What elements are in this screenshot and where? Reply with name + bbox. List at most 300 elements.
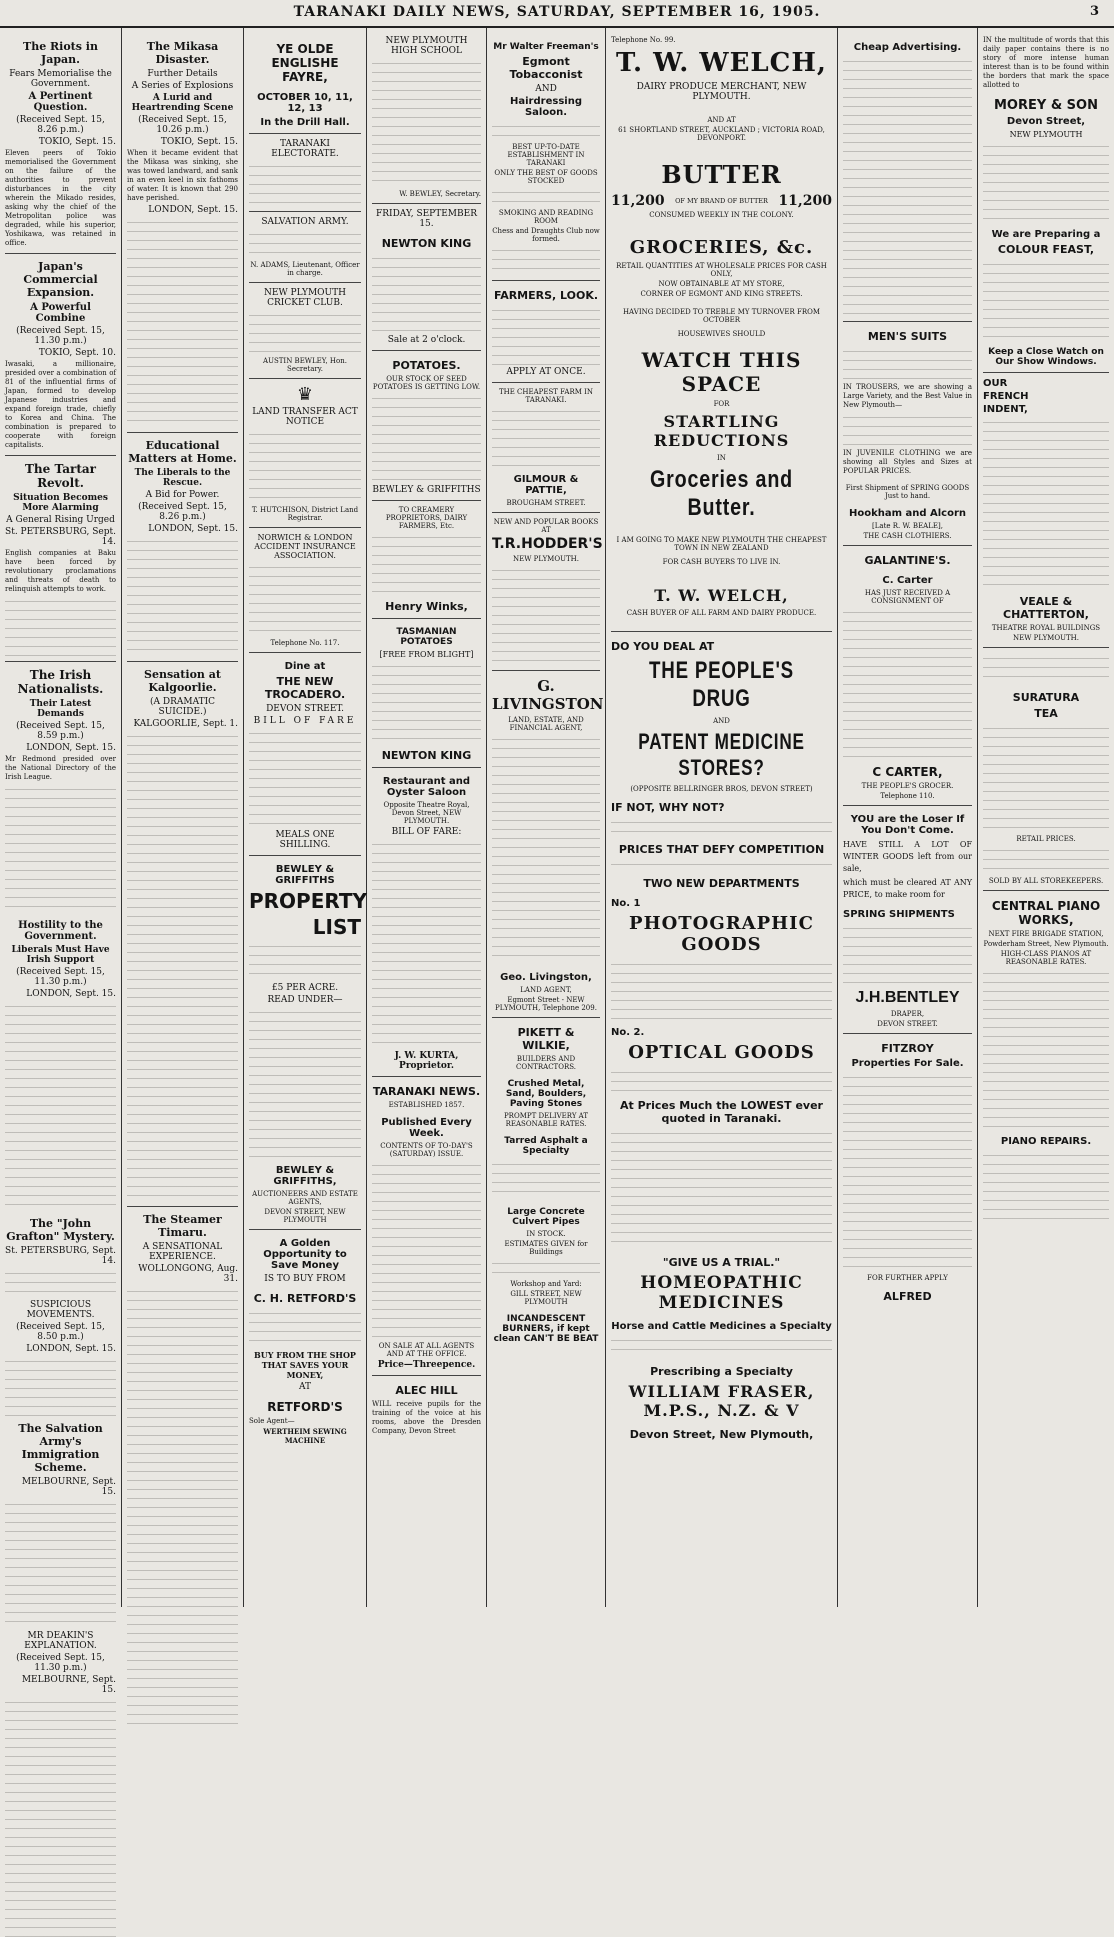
subhead: Fears Memorialise the Government. xyxy=(9,69,112,89)
ad-text-block xyxy=(611,817,832,835)
headline-john-grafton: The "John Grafton" Mystery. xyxy=(6,1217,115,1243)
headline-salvation-army: The Salvation Army's Immigration Scheme. xyxy=(18,1422,103,1474)
ad-at: AT xyxy=(298,1382,311,1392)
divider xyxy=(249,855,361,856)
ad-just-received: HAS JUST RECEIVED A CONSIGNMENT OF xyxy=(864,589,951,605)
ad-incandescent: INCANDESCENT BURNERS, if kept clean CAN'T BE BEAT xyxy=(493,1314,599,1344)
ad-consumed: CONSUMED WEEKLY IN THE COLONY. xyxy=(649,211,794,219)
ad-butter-line xyxy=(611,193,832,209)
notice-heading: NEW PLYMOUTH CRICKET CLUB. xyxy=(264,288,346,308)
subhead: SUSPICIOUS MOVEMENTS. xyxy=(26,1300,95,1320)
ad-alec-hill: ALEC HILL xyxy=(395,1384,458,1397)
notice-text-block xyxy=(249,161,361,206)
ad-indent: INDENT, xyxy=(983,404,1028,415)
notice-date: FRIDAY, SEPTEMBER 15. xyxy=(376,209,477,229)
dateline: (Received Sept. 15, 8.59 p.m.) xyxy=(16,721,105,741)
ad-keep: Keep a Close Watch on Our Show Windows. xyxy=(988,347,1104,367)
subhead: A Powerful Combine xyxy=(30,302,91,324)
ad-no2: No. 2. xyxy=(611,1027,645,1038)
ad-text-block xyxy=(492,121,600,141)
columns xyxy=(0,28,1114,1695)
ad-prescribing: Prescribing a Specialty xyxy=(650,1365,793,1378)
ad-np: NEW PLYMOUTH xyxy=(1009,130,1083,139)
ad-peoples-grocer: THE PEOPLE'S GROCER. xyxy=(861,782,954,790)
ad-repairs: PIANO REPAIRS. xyxy=(1000,1136,1092,1147)
ad-text-block xyxy=(492,187,600,207)
ad-list: LIST xyxy=(312,915,361,939)
ad-gilmour: GILMOUR & PATTIE, xyxy=(513,474,579,496)
ad-kurta: J. W. KURTA, Proprietor. xyxy=(394,1051,459,1071)
notice-heading: NORWICH & LONDON ACCIDENT INSURANCE ASSOCIATION. xyxy=(254,533,356,560)
ad-theatre: THEATRE ROYAL BUILDINGS xyxy=(991,624,1101,632)
ad-devon: Devon Street, xyxy=(1006,116,1086,127)
ad-cleared: which must be cleared AT ANY PRICE, to make room for xyxy=(843,878,972,899)
placeline: St. PETERSBURG, Sept. 14. xyxy=(5,1246,116,1266)
ad-piano: CENTRAL PIANO WORKS, xyxy=(991,899,1101,927)
ad-livingston-sub: LAND, ESTATE, AND FINANCIAL AGENT, xyxy=(508,716,584,732)
ad-text-block xyxy=(492,1258,600,1278)
subhead: Their Latest Demands xyxy=(29,699,92,719)
ad-french: FRENCH xyxy=(983,391,1029,402)
column-7 xyxy=(838,28,978,1607)
ad-text-block xyxy=(372,661,481,741)
ad-text-block xyxy=(983,653,1109,683)
ad-for-further: FOR FURTHER APPLY xyxy=(867,1274,948,1282)
ad-sale: Sale at 2 o'clock. xyxy=(387,335,466,345)
ad-horse: Horse and Cattle Medicines a Specialty xyxy=(611,1321,832,1332)
subhead: The Liberals to the Rescue. xyxy=(134,468,231,488)
ad-homeopathic: HOMEOPATHIC MEDICINES xyxy=(640,1273,803,1313)
ad-next: NEXT FIRE BRIGADE STATION, xyxy=(988,930,1104,938)
column-3 xyxy=(244,28,367,1607)
ad-hookham: Hookham and Alcorn xyxy=(848,508,967,519)
ad-text-block xyxy=(983,723,1109,833)
divider xyxy=(843,545,972,546)
ad-retford: C. H. RETFORD'S xyxy=(253,1292,357,1305)
article-body: Eleven peers of Tokio memorialised the Government on the failure of the authorities to prevent disturbances in the city wherein the Mikado resides, asking why the chief of the Metropolitan police was degraded, while his superior, Yoshikawa, was retained in office. xyxy=(5,149,116,247)
ad-lowest: At Prices Much the LOWEST ever quoted in Taranaki. xyxy=(620,1099,823,1125)
placeline: LONDON, Sept. 15. xyxy=(148,205,238,215)
ad-carter-2: C CARTER, xyxy=(872,765,943,779)
placeline: WOLLONGONG, Aug. 31. xyxy=(138,1264,238,1284)
divider xyxy=(249,282,361,283)
ad-text-block xyxy=(843,346,972,381)
ad-in: IN xyxy=(717,454,726,462)
ad-sold: SOLD BY ALL STOREKEEPERS. xyxy=(988,877,1104,885)
ad-text-block xyxy=(611,1335,832,1357)
divider xyxy=(492,280,600,281)
placeline: TOKIO, Sept. 15. xyxy=(160,137,238,147)
ad-and-at: AND AT xyxy=(707,116,736,124)
divider xyxy=(372,350,481,351)
column-8 xyxy=(978,28,1114,1607)
divider xyxy=(372,618,481,619)
ad-address: DEVON STREET, NEW PLYMOUTH xyxy=(264,1208,346,1224)
divider xyxy=(372,203,481,204)
ad-read: READ UNDER— xyxy=(267,995,343,1005)
divider xyxy=(127,661,238,662)
ad-blight: [FREE FROM BLIGHT] xyxy=(379,650,474,659)
divider xyxy=(249,652,361,653)
divider xyxy=(127,1206,238,1207)
ad-text-block xyxy=(983,1150,1109,1220)
ad-golden-sub: IS TO BUY FROM xyxy=(264,1274,346,1284)
ad-on-sale: ON SALE AT ALL AGENTS AND AT THE OFFICE. xyxy=(378,1342,475,1358)
ad-workshop: Workshop and Yard: xyxy=(510,1280,582,1288)
ad-no1: No. 1 xyxy=(611,898,641,909)
article-body: When it became evident that the Mikasa was sinking, she was towed landward, and sank in an even keel in six fathoms of water. It is known that 290 have perished. xyxy=(127,149,238,202)
subhead: (A DRAMATIC SUICIDE.) xyxy=(149,697,216,717)
article-text-block xyxy=(5,784,116,914)
ad-carter-tel: Telephone 110. xyxy=(880,792,935,800)
divider xyxy=(372,500,481,501)
ad-livingston-2: Geo. Livingston, xyxy=(500,972,592,983)
ad-juvenile: IN JUVENILE CLOTHING we are showing all Styles and Sizes at POPULAR PRICES. xyxy=(843,449,972,475)
ad-text-block xyxy=(492,406,600,466)
article-text-block xyxy=(5,1356,116,1416)
headline-steamer-timaru: The Steamer Timaru. xyxy=(143,1213,222,1239)
ad-our: OUR xyxy=(983,378,1008,389)
headline-mikasa: The Mikasa Disaster. xyxy=(146,40,219,66)
ad-text-block xyxy=(983,968,1109,1128)
ad-do-you: DO YOU DEAL AT xyxy=(611,640,715,653)
ad-text-block xyxy=(372,532,481,592)
subhead: A Series of Explosions xyxy=(131,81,234,91)
ad-bill-of-fare: BILL OF FARE: xyxy=(391,827,462,837)
ad-best: BEST UP-TO-DATE ESTABLISHMENT IN TARANAKI xyxy=(507,143,585,167)
ad-bewley-2: BEWLEY & GRIFFITHS, xyxy=(273,1165,337,1187)
ad-price: £5 PER ACRE. xyxy=(271,983,339,993)
ad-text-block xyxy=(492,245,600,275)
placeline: St. PETERSBURG, Sept. 14. xyxy=(5,527,116,547)
ad-and: AND xyxy=(535,84,557,94)
divider xyxy=(5,455,116,456)
article-text-block xyxy=(127,1286,238,1726)
ad-patent: PATENT MEDICINE STORES? xyxy=(638,729,805,780)
article-text-block xyxy=(5,1268,116,1298)
ad-bewley: BEWLEY & GRIFFITHS xyxy=(372,485,481,495)
ad-text-block xyxy=(492,1159,600,1199)
notice-heading: SALVATION ARMY. xyxy=(261,217,349,227)
ad-price: Price—Threepence. xyxy=(377,1360,476,1370)
ad-alec-body: WILL receive pupils for the training of the voice at his rooms, above the Dresden Company, Devon Street xyxy=(372,1400,481,1435)
ad-bill: BILL OF FARE xyxy=(253,716,357,726)
dateline: (Received Sept. 15, 10.26 p.m.) xyxy=(138,115,227,135)
ad-text-block xyxy=(843,412,972,447)
notice-text-block xyxy=(249,562,361,637)
ad-chess: Chess and Draughts Club now formed. xyxy=(492,227,600,243)
dateline: (Received Sept. 15, 8.26 p.m.) xyxy=(138,502,227,522)
ad-if-not: IF NOT, WHY NOT? xyxy=(611,801,725,814)
ad-trocadero: THE NEW TROCADERO. xyxy=(264,675,346,701)
ad-cheaper: BUY FROM THE SHOP THAT SAVES YOUR MONEY, xyxy=(254,1350,356,1380)
ad-text-block xyxy=(492,565,600,665)
headline-riots-japan: The Riots in Japan. xyxy=(23,40,98,66)
divider xyxy=(983,647,1109,648)
dateline: (Received Sept. 15, 8.26 p.m.) xyxy=(16,115,105,135)
ad-established: ESTABLISHED 1857. xyxy=(388,1101,465,1109)
column-2 xyxy=(122,28,244,1607)
ad-weekly: Published Every Week. xyxy=(381,1117,472,1139)
column-6 xyxy=(606,28,838,1607)
ad-text-block xyxy=(983,845,1109,875)
divider xyxy=(983,890,1109,891)
ad-winks: Henry Winks, xyxy=(385,600,468,613)
ad-delivery: PROMPT DELIVERY AT REASONABLE RATES. xyxy=(503,1112,589,1128)
placeline: TOKIO, Sept. 15. xyxy=(38,137,116,147)
ad-carter: C. Carter xyxy=(882,575,933,586)
article-text-block xyxy=(127,731,238,1201)
dateline: (Received Sept. 15, 8.50 p.m.) xyxy=(16,1322,105,1342)
ad-wertheim: WERTHEIM SEWING MACHINE xyxy=(263,1427,347,1445)
ad-shipments: SPRING SHIPMENTS xyxy=(843,909,955,920)
divider xyxy=(249,133,361,134)
ad-text-block xyxy=(611,859,832,869)
ad-butter: BUTTER xyxy=(661,160,782,189)
ad-text-block xyxy=(983,259,1109,339)
ad-watch: WATCH THIS SPACE xyxy=(641,348,802,396)
column-5 xyxy=(487,28,606,1607)
ad-two-new: TWO NEW DEPARTMENTS xyxy=(643,877,800,890)
ad-text-block xyxy=(249,941,361,981)
notice-signature: AUSTIN BEWLEY, Hon. Secretary. xyxy=(263,357,347,373)
ad-estimates: ESTIMATES GIVEN for Buildings xyxy=(504,1240,588,1256)
placeline: LONDON, Sept. 15. xyxy=(26,1344,116,1354)
ad-for: FOR xyxy=(713,400,730,408)
royal-crest-icon: ♛ xyxy=(296,384,314,405)
ad-fraser: WILLIAM FRASER, M.P.S., N.Z. & V xyxy=(628,1382,815,1420)
subhead: MR DEAKIN'S EXPLANATION. xyxy=(24,1631,97,1651)
headline-tartar-revolt: The Tartar Revolt. xyxy=(25,462,96,490)
ad-welch: T. W. WELCH, xyxy=(616,48,827,78)
notice-heading: TARANAKI ELECTORATE. xyxy=(271,139,339,159)
ad-stock: IN STOCK. xyxy=(526,1230,566,1238)
ad-groceries: GROCERIES, &c. xyxy=(629,237,814,258)
ad-auctioneers: AUCTIONEERS AND ESTATE AGENTS, xyxy=(252,1190,358,1206)
ad-morey: MOREY & SON xyxy=(994,98,1098,113)
ad-photo: PHOTOGRAPHIC GOODS xyxy=(629,913,814,955)
divider xyxy=(249,378,361,379)
placeline: TOKIO, Sept. 10. xyxy=(38,348,116,358)
headline-irish-nationalists: The Irish Nationalists. xyxy=(17,668,104,696)
ad-property: PROPERTY xyxy=(249,889,368,913)
page-number: 3 xyxy=(1089,4,1100,19)
ad-decided: HAVING DECIDED TO TREBLE MY TURNOVER FROM OCTOBER xyxy=(622,308,821,324)
ad-text-block xyxy=(611,959,832,1019)
ad-tasmanian: TASMANIAN POTATOES xyxy=(396,627,457,647)
ad-opposite: (OPPOSITE BELLRINGER BROS, DEVON STREET) xyxy=(630,785,813,793)
ad-hookham-sub: [Late R. W. BEALE], xyxy=(872,522,943,530)
placeline: KALGOORLIE, Sept. 1. xyxy=(133,719,238,729)
ad-text-block xyxy=(843,923,972,983)
ad-welch-sub: DAIRY PRODUCE MERCHANT, NEW PLYMOUTH. xyxy=(636,82,807,102)
notice-text-block xyxy=(372,58,481,188)
ad-telephone: Telephone No. 99. xyxy=(611,36,676,44)
ad-text-block xyxy=(249,1007,361,1157)
headline-hostility: Hostility to the Government. xyxy=(18,920,103,942)
ad-cheap: Cheap Advertising. xyxy=(853,42,962,53)
headline-japan-commercial: Japan's Commercial Expansion. xyxy=(23,260,98,299)
ad-fitzroy: FITZROY xyxy=(881,1042,934,1055)
ad-creamery: TO CREAMERY PROPRIETORS, DAIRY FARMERS, Etc. xyxy=(385,506,468,530)
menu-text-block xyxy=(372,839,481,1049)
ad-text-block xyxy=(492,305,600,365)
divider xyxy=(372,767,481,768)
divider xyxy=(983,372,1109,373)
ad-fair-title: YE OLDE ENGLISHE FAYRE, xyxy=(271,42,339,84)
ad-give-us: "GIVE US A TRIAL." xyxy=(662,1256,781,1269)
divider xyxy=(5,661,116,662)
ad-builders: BUILDERS AND CONTRACTORS. xyxy=(515,1055,577,1071)
ad-meals: MEALS ONE SHILLING. xyxy=(275,830,335,850)
ad-multitude: IN the multitude of words that this daily paper contains there is no story of more intense human interest than is to be found within the borders that mark the space allotted to xyxy=(983,36,1109,89)
ad-auckland: 61 SHORTLAND STREET, AUCKLAND ; VICTORIA ROAD, DEVONPORT. xyxy=(618,126,825,142)
ad-veale: VEALE & CHATTERTON, xyxy=(1003,595,1089,621)
article-text-block xyxy=(5,1001,116,1211)
ad-asphalt: Tarred Asphalt a Specialty xyxy=(504,1136,588,1156)
ad-suratura: SURATURA xyxy=(1012,691,1080,704)
ad-devon: Devon Street, New Plymouth, xyxy=(629,1428,814,1441)
ad-text-block xyxy=(611,1067,832,1091)
ad-tea: TEA xyxy=(1034,707,1058,720)
ad-text-block xyxy=(843,1072,972,1272)
ad-land-agent: LAND AGENT, xyxy=(520,986,572,994)
ad-prices: PRICES THAT DEFY COMPETITION xyxy=(618,843,825,856)
ad-mens: MEN'S SUITS xyxy=(867,330,948,343)
subhead: A Bid for Power. xyxy=(145,490,220,500)
ad-newton-king: NEWTON KING xyxy=(381,237,472,250)
ad-farmers: FARMERS, LOOK. xyxy=(493,289,599,302)
ad-properties: Properties For Sale. xyxy=(851,1058,964,1069)
menu-text-block xyxy=(249,728,361,828)
placeline: MELBOURNE, Sept. 15. xyxy=(21,1675,116,1695)
ad-trousers: IN TROUSERS, we are showing a Large Variety, and the Best Value in New Plymouth— xyxy=(843,383,972,409)
ad-and-patent: AND xyxy=(713,717,730,725)
ad-text-block xyxy=(372,393,481,483)
ad-lbs-mid: OF MY BRAND OF BUTTER xyxy=(675,197,768,205)
dateline: (Received Sept. 15, 11.30 p.m.) xyxy=(16,326,105,346)
divider xyxy=(249,1229,361,1230)
ad-lbs-right: 11,200 xyxy=(778,193,832,209)
ad-concrete: Large Concrete Culvert Pipes xyxy=(507,1207,585,1227)
ad-welch-2: T. W. WELCH, xyxy=(654,586,789,605)
article-body: Mr Redmond presided over the National Directory of the Irish League. xyxy=(5,755,116,781)
ad-text-block xyxy=(983,417,1109,587)
ad-bewley: BEWLEY & GRIFFITHS xyxy=(275,864,335,886)
ad-galantine: GALANTINE'S. xyxy=(864,554,951,567)
placeline: LONDON, Sept. 15. xyxy=(148,524,238,534)
ad-newton-king-2: NEWTON KING xyxy=(381,749,472,762)
dateline: (Received Sept. 15, 11.30 p.m.) xyxy=(16,967,105,987)
divider xyxy=(843,805,972,806)
subhead: A General Rising Urged xyxy=(6,515,115,525)
ad-apply: APPLY AT ONCE. xyxy=(506,367,586,377)
notice-heading: LAND TRANSFER ACT NOTICE xyxy=(252,407,358,427)
ad-gill: GILL STREET, NEW PLYMOUTH xyxy=(510,1290,582,1306)
ad-text-block xyxy=(611,1128,832,1248)
ad-corner: CORNER OF EGMONT AND KING STREETS. xyxy=(640,290,803,298)
ad-smoking: SMOKING AND READING ROOM xyxy=(498,209,594,225)
headline-kalgoorlie: Sensation at Kalgoorlie. xyxy=(144,668,221,694)
ad-crushed: Crushed Metal, Sand, Boulders, Paving Stones xyxy=(505,1079,587,1109)
ad-cash-buyers: FOR CASH BUYERS TO LIVE IN. xyxy=(662,558,781,566)
divider xyxy=(492,512,600,513)
ad-retail-prices: RETAIL PRICES. xyxy=(1016,835,1076,843)
ad-dine: Dine at xyxy=(284,661,326,672)
ad-groceries-butter: Groceries and Butter. xyxy=(649,466,794,521)
divider xyxy=(492,1017,600,1018)
notice-signature: T. HUTCHISON, District Land Registrar. xyxy=(251,506,359,522)
ad-restaurant-address: Opposite Theatre Royal, Devon Street, NEW PLYMOUTH. xyxy=(383,801,470,825)
ad-bentley-address: DEVON STREET. xyxy=(877,1020,938,1028)
notice-text-block xyxy=(249,310,361,355)
masthead-title: TARANAKI DAILY NEWS, SATURDAY, SEPTEMBER 16, 1905. xyxy=(293,4,821,20)
headline-educational: Educational Matters at Home. xyxy=(128,439,237,465)
ad-cheapest: THE CHEAPEST FARM IN TARANAKI. xyxy=(498,388,594,404)
notice-heading: NEW PLYMOUTH HIGH SCHOOL xyxy=(385,36,468,56)
article-text-block xyxy=(5,1499,116,1629)
article-text-block xyxy=(5,596,116,656)
ad-hodder: T.R.HODDER'S xyxy=(492,536,603,552)
divider xyxy=(249,527,361,528)
ad-fair-dates: OCTOBER 10, 11, 12, 13 xyxy=(257,92,353,114)
ad-optical: OPTICAL GOODS xyxy=(628,1042,815,1063)
ad-going: I AM GOING TO MAKE NEW PLYMOUTH THE CHEAPEST TOWN IN NEW ZEALAND xyxy=(616,536,827,552)
ad-lowest: ONLY THE BEST OF GOODS STOCKED xyxy=(494,169,598,185)
divider xyxy=(492,382,600,383)
ad-restaurant: Restaurant and Oyster Saloon xyxy=(382,776,471,798)
ad-loser: YOU are the Loser If You Don't Come. xyxy=(850,814,965,836)
ad-livingston: G. LIVINGSTON xyxy=(492,677,604,713)
ad-potatoes: POTATOES. xyxy=(392,359,461,372)
article-body: English companies at Baku have been forced by revolutionary proclamations and threats of death to relinquish attempts to work. xyxy=(5,549,116,593)
ad-obtainable: NOW OBTAINABLE AT MY STORE, xyxy=(658,280,785,288)
divider xyxy=(372,1375,481,1376)
ad-gilmour-address: BROUGHAM STREET. xyxy=(506,499,586,507)
subhead: A Pertinent Question. xyxy=(28,91,93,113)
subhead: Situation Becomes More Alarming xyxy=(13,493,108,513)
divider xyxy=(611,631,832,632)
placeline: LONDON, Sept. 15. xyxy=(26,989,116,999)
ad-books: NEW AND POPULAR BOOKS AT xyxy=(493,518,599,534)
ad-cash: THE CASH CLOTHIERS. xyxy=(863,532,952,540)
ad-retford-2: RETFORD'S xyxy=(267,1400,343,1414)
article-text-block xyxy=(127,217,238,427)
subhead: A SENSATIONAL EXPERIENCE. xyxy=(142,1242,223,1262)
divider xyxy=(249,211,361,212)
divider xyxy=(127,432,238,433)
ad-sole: Sole Agent— xyxy=(249,1417,295,1425)
column-4 xyxy=(367,28,487,1607)
ad-cash-buyer: CASH BUYER OF ALL FARM AND DAIRY PRODUCE. xyxy=(626,609,817,617)
ad-bentley: J.H.BENTLEY xyxy=(855,989,960,1006)
classified-ads xyxy=(843,56,972,316)
ad-text-block xyxy=(492,734,600,964)
ad-preparing: We are Preparing a xyxy=(991,229,1101,240)
notice-signature: N. ADAMS, Lieutenant, Officer in charge. xyxy=(250,261,360,277)
ad-draper: DRAPER, xyxy=(890,1010,925,1018)
ad-alfred: ALFRED xyxy=(883,1290,932,1303)
ad-text-block xyxy=(249,1308,361,1348)
placeline: LONDON, Sept. 15. xyxy=(26,743,116,753)
notice-text-block xyxy=(249,229,361,259)
dateline: (Received Sept. 15, 11.30 p.m.) xyxy=(16,1653,105,1673)
article-text-block xyxy=(5,1697,116,1937)
placeline: MELBOURNE, Sept. 15. xyxy=(21,1477,116,1497)
ad-lbs-left: 11,200 xyxy=(611,193,665,209)
subhead: Liberals Must Have Irish Support xyxy=(11,945,110,965)
divider xyxy=(492,670,600,671)
